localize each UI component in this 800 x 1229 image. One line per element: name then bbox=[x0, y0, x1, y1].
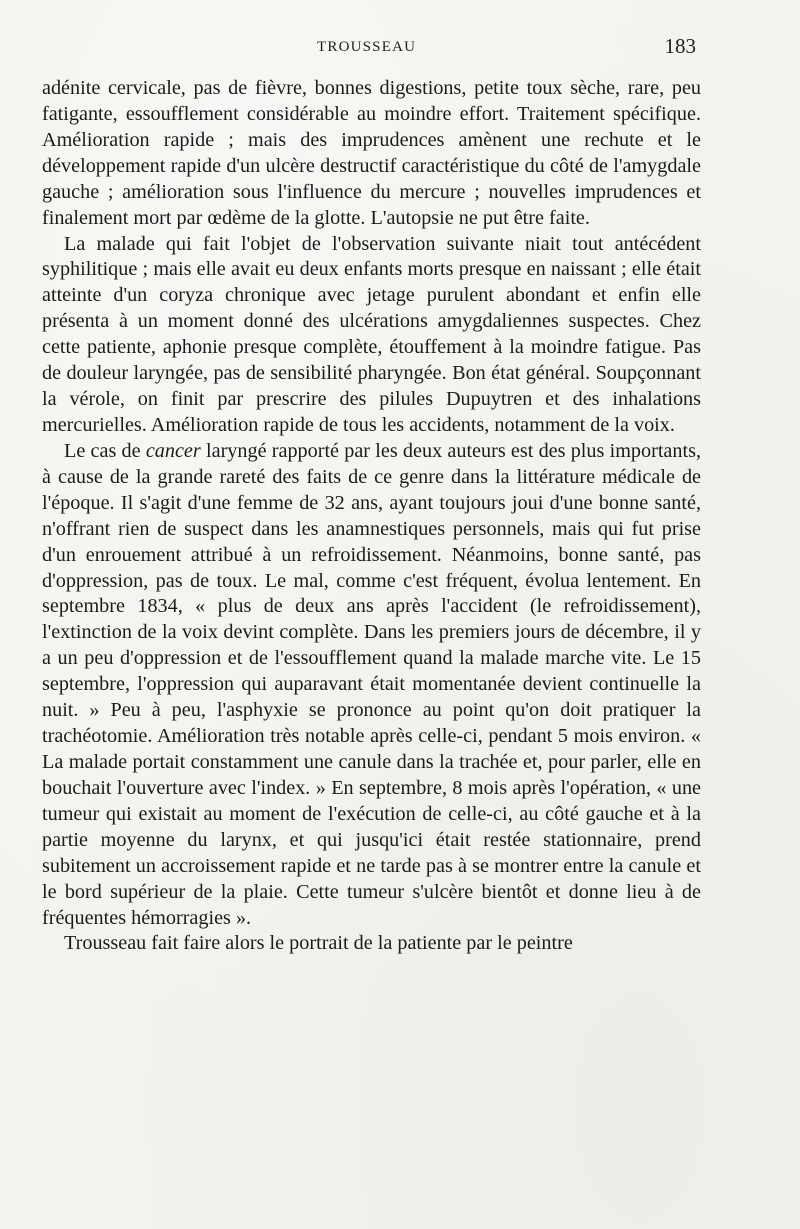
text-run: Le cas de bbox=[64, 439, 146, 462]
text-run: laryngé rapporté par les deux auteurs est des plus importants, à cause de la grande rareté des faits de ce genre dans la littérature médicale de l'époque. Il s'agit d'une femme de 32 ans, ayant toujours joui d'une bonne santé, n'offrant rien de suspect dans les anamnestiques personnels, mais qui fut prise d'un enrouement attribué à un refroidissement. Néanmoins, bonne santé, pas d'oppression, pas de toux. Le mal, comme c'est fréquent, évolua lentement. En septembre 1834, « plus de deux ans après l'accident (le refroidissement), l'extinction de la voix devint complète. Dans les premiers jours de décembre, il y a un peu d'oppression et de l'essoufflement quand la malade marche vite. Le 15 septembre, l'oppression qui auparavant était momentanée devient continuelle la nuit. » Peu à peu, l'asphyxie se prononce au point qu'on doit pratiquer la trachéotomie. Amélioration très notable après celle-ci, pendant 5 mois environ. « La malade portait constamment une canule dans la trachée et, pour parler, elle en bouchait l'ouverture avec l'index. » En septembre, 8 mois après l'opération, « une tumeur qui existait au moment de l'exécution de celle-ci, au côté gauche et à la partie moyenne du larynx, et qui jusqu'ici était restée stationnaire, prend subitement un accroissement rapide et ne tarde pas à se montrer entre la canule et le bord supérieur de la plaie. Cette tumeur s'ulcère bientôt et donne lieu à de fréquentes hémorragies ». bbox=[42, 439, 701, 929]
paragraph-4 bbox=[42, 931, 701, 957]
running-head: TROUSSEAU bbox=[317, 39, 417, 55]
page-number: 183 bbox=[664, 34, 696, 58]
paragraph-2 bbox=[42, 232, 701, 439]
paragraph-1 bbox=[42, 76, 701, 232]
text-run: Trousseau fait faire alors le portrait de la patiente par le peintre bbox=[64, 932, 573, 955]
body-text bbox=[42, 76, 701, 957]
text-run: adénite cervicale, pas de fièvre, bonnes digestions, petite toux sèche, rare, peu fatigante, essoufflement considérable au moindre effort. Traitement spécifique. Amélioration rapide ; mais des imprudences amènent une rechute et le développement rapide d'un ulcère destructif caractéristique du côté de l'amygdale gauche ; amélioration sous l'influence du mercure ; nouvelles imprudences et finalement mort par œdème de la glotte. L'autopsie ne put être faite. bbox=[42, 77, 701, 229]
paragraph-3 bbox=[42, 439, 701, 932]
text-run: La malade qui fait l'objet de l'observation suivante niait tout antécédent syphilitique ; mais elle avait eu deux enfants morts presque en naissant ; elle était atteinte d'un coryza chronique avec jetage purulent abondant et enfin elle présenta à un moment donné des ulcérations amygdaliennes suspectes. Chez cette patiente, aphonie presque complète, étouffement à la moindre fatigue. Pas de douleur laryngée, pas de sensibilité pharyngée. Bon état général. Soupçonnant la vérole, on finit par prescrire des pilules Dupuytren et des inhalations mercurielles. Amélioration rapide de tous les accidents, notamment de la voix. bbox=[42, 232, 701, 436]
page-header bbox=[42, 34, 698, 62]
italic-term: cancer bbox=[145, 439, 201, 462]
